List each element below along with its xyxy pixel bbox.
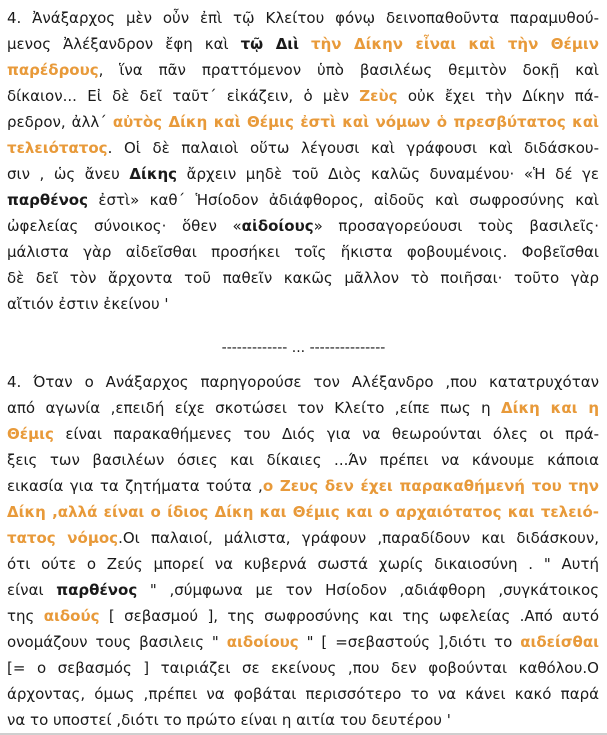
- text-run: σιν , ὡς ἄνευ: [7, 165, 130, 183]
- text-line: [7, 710, 599, 730]
- highlighted-phrase: ο Ζευς δεν έχει παρακαθήμενή του την: [262, 477, 599, 495]
- text-line: [7, 190, 599, 210]
- text-run: οὐκ ἔχει τὴν Δίκην πά-: [397, 87, 600, 105]
- highlighted-phrase: αιδείσθαι: [520, 633, 599, 651]
- text-line: [7, 502, 599, 522]
- text-run: αἴτιόν ἐστιν ἐκείνου ': [7, 295, 169, 313]
- highlighted-phrase: Δίκη ,αλλά είναι ο ίδιος Δίκη και Θέμις και ο αρχαιότατος και τελειό-: [7, 503, 599, 521]
- text-line: [7, 476, 599, 496]
- highlighted-phrase: αιδοίους: [226, 633, 299, 651]
- text-line: [7, 8, 599, 28]
- highlighted-phrase: Ζεὺς: [359, 87, 398, 105]
- text-run: , ἵνα πᾶν πραττόμενον ὑπὸ βασιλέως θεμιτὸν δοκῇ καὶ: [98, 61, 599, 79]
- text-run: είναι: [7, 581, 57, 599]
- text-line: [7, 294, 599, 314]
- text-run: είναι παρακαθήμενες του Διός για να θεωρούνται όλες οι πρά-: [53, 425, 599, 443]
- text-line: [7, 580, 599, 600]
- text-run: 4. Ἀνάξαρχος μὲν οὖν ἐπὶ τῷ Κλείτου φόνῳ δεινοπαθοῦντα παραμυθού-: [7, 9, 599, 27]
- highlighted-phrase: τὴν Δίκην εἶναι καὶ τὴν Θέμιν: [311, 35, 599, 53]
- text-line: [7, 528, 599, 548]
- text-run: ότι ούτε ο Ζεύς μπορεί να κυβερνά σωστά χωρίς δικαιοσύνη . " Αυτή: [7, 555, 599, 573]
- text-run: " [ =σεβαστούς ],διότι το: [298, 633, 521, 651]
- text-run: δίκαιον... Εἰ δὲ δεῖ ταῦτ´ εἰκάζειν, ὁ μὲν: [7, 87, 360, 105]
- text-run: δὲ δεῖ τὸν ἄρχοντα τοῦ παθεῖν κακῶς μᾶλλον τὸ ποιῆσαι· τοῦτο γὰρ: [7, 269, 599, 287]
- text-run: [= ο σεβασμός ] ταιριάζει σε εκείνους ,που δεν φοβούνται καθόλου.Ο: [7, 659, 599, 677]
- text-line: [7, 34, 599, 54]
- bold-term: παρθένος: [56, 581, 138, 599]
- text-run: . Οἱ δὲ παλαιοὶ οὕτω λέγουσι καὶ γράφουσι καὶ διδάσκου-: [107, 139, 599, 157]
- text-run: » προσαγορεύουσι τοὺς βασιλεῖς·: [313, 217, 599, 235]
- text-line: [7, 554, 599, 574]
- text-run: ξεις των βασιλέων όσιες και δίκαιες ...Άν πρέπει να κάνουμε κάποια: [7, 451, 599, 469]
- text-line: [7, 112, 599, 132]
- text-line: [7, 398, 599, 418]
- bold-term: αἰδοίους: [241, 217, 314, 235]
- bold-term: παρθένος: [7, 191, 88, 209]
- bold-term: Δίκης: [129, 165, 178, 183]
- highlighted-phrase: Δίκη και η: [501, 399, 600, 417]
- text-line: [7, 138, 599, 158]
- text-line: [7, 450, 599, 470]
- text-line: [7, 658, 599, 678]
- text-run: [ σεβασμού ], της σωφροσύνης και της ωφελείας .Από αυτό: [99, 607, 599, 625]
- text-line: [7, 606, 599, 626]
- text-run: 4. Όταν ο Ανάξαρχος παρηγορούσε τον Αλέξανδρο ,που κατατρυχόταν: [7, 373, 599, 391]
- text-line: [7, 632, 599, 652]
- text-line: [7, 242, 599, 262]
- text-run: ἄρχειν μηδὲ τοῦ Διὸς καλῶς δυναμένου· «Ἡ δέ γε: [177, 165, 599, 183]
- text-run: ἐστὶ» καθ´ Ἡσίοδον ἀδιάφθορος, αἰδοῦς καὶ σωφροσύνης καὶ: [87, 191, 599, 209]
- text-run: εικασία για τα ζητήματα τούτα ,: [7, 477, 263, 495]
- highlighted-phrase: Θέμις: [7, 425, 54, 443]
- text-run: ονομάζουν τους βασιλεις ": [7, 633, 227, 651]
- text-run: άρχοντας, όμως ,πρέπει να φοβάται περισσότερο το να κάνει κακό παρά: [7, 685, 599, 703]
- text-line: [7, 164, 599, 184]
- text-run: " ,σύμφωνα με τον Ησίοδον ,αδιάφθορη ,συγκάτοικος: [137, 581, 599, 599]
- text-run: ὠφελείας σύνοικος· ὅθεν «: [7, 217, 242, 235]
- section-separator: ------------- ... ---------------: [221, 340, 386, 356]
- highlighted-phrase: τελειότατος: [7, 139, 108, 157]
- text-line: [7, 372, 599, 392]
- text-line: [7, 268, 599, 288]
- text-run: μενος Ἀλέξανδρον ἔφη καὶ: [7, 35, 241, 53]
- text-run: ρεδρον, ἀλλ´: [7, 113, 113, 131]
- text-line: [7, 216, 599, 236]
- text-run: [299, 35, 311, 53]
- text-run: .Οι παλαιοί, μάλιστα, γράφουν ,παραδίδουν και διδάσκουν,: [118, 529, 599, 547]
- text-run: μάλιστα γὰρ αἰδεῖσθαι προσήκει τοῖς ἥκιστα φοβουμένοις. Φοβεῖσθαι: [7, 243, 599, 261]
- text-run: να το υποστεί ,διότι το πρώτο είναι η αιτία του δευτέρου ': [7, 711, 451, 729]
- highlighted-phrase: τατος νόμος: [7, 529, 119, 547]
- highlighted-phrase: αὐτὸς Δίκη καὶ Θέμις ἐστὶ καὶ νόμων ὁ πρεσβύτατος καὶ: [112, 113, 599, 131]
- text-line: [7, 424, 599, 444]
- text-line: [7, 86, 599, 106]
- text-line: [7, 684, 599, 704]
- text-line: [7, 60, 599, 80]
- text-run: της: [7, 607, 44, 625]
- bold-term: τῷ Διὶ: [240, 35, 299, 53]
- highlighted-phrase: παρέδρους: [7, 61, 99, 79]
- highlighted-phrase: αιδούς: [43, 607, 100, 625]
- text-run: από αγωνία ,επειδή είχε σκοτώσει τον Κλείτο ,είπε πως η: [7, 399, 502, 417]
